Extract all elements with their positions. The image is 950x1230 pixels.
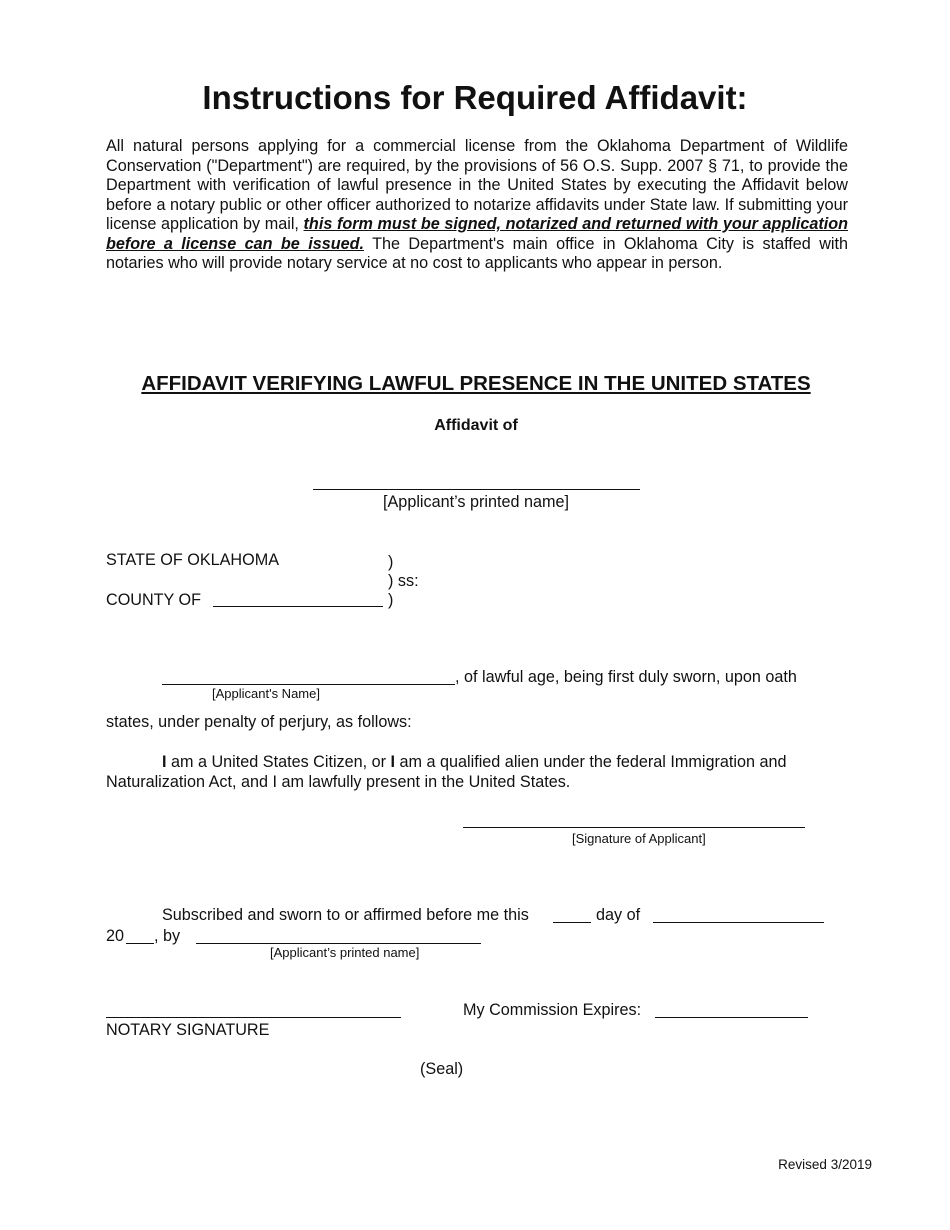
year-field[interactable] bbox=[126, 943, 154, 944]
intro-text-after: The Department's main office in Oklahoma City is staffed with notaries who will provide notary service at no cost to applicants who appear in person. bbox=[106, 234, 848, 272]
notary-signature-label: NOTARY SIGNATURE bbox=[106, 1021, 270, 1039]
notary-applicant-name-field[interactable] bbox=[196, 943, 481, 944]
county-label: COUNTY OF bbox=[106, 591, 202, 609]
page-title: Instructions for Required Affidavit: bbox=[202, 79, 748, 116]
subscribed-text: Subscribed and sworn to or affirmed before me this bbox=[162, 906, 529, 924]
statement-line-2: Naturalization Act, and I am lawfully present in the United States. bbox=[106, 773, 571, 791]
sworn-text: , of lawful age, being first duly sworn, upon oath bbox=[455, 668, 797, 686]
statement-i-1: I bbox=[162, 753, 167, 771]
statement-line-1 bbox=[162, 752, 786, 772]
day-of-text: day of bbox=[596, 906, 641, 924]
month-field[interactable] bbox=[653, 922, 824, 923]
statement-i-2: I bbox=[390, 753, 396, 771]
county-field[interactable] bbox=[213, 606, 383, 607]
intro-emphasis: this form must be signed, notarized and returned with your application before a license can be issued. bbox=[106, 215, 848, 253]
revised-date: Revised 3/2019 bbox=[778, 1157, 872, 1172]
by-text: , by bbox=[154, 927, 181, 945]
applicant-name-field[interactable] bbox=[162, 684, 455, 685]
affidavit-of-label: Affidavit of bbox=[434, 417, 518, 434]
applicant-name-label: [Applicant's Name] bbox=[212, 686, 320, 701]
statement-end: am a qualified alien under the federal Immigration and bbox=[395, 753, 787, 771]
notary-printed-name-label: [Applicant’s printed name] bbox=[270, 945, 420, 960]
day-field[interactable] bbox=[553, 922, 591, 923]
ss-label: ) ss: bbox=[388, 572, 419, 590]
applicant-printed-name-label: [Applicant’s printed name] bbox=[383, 493, 569, 511]
venue-paren-bottom: ) bbox=[388, 591, 394, 609]
applicant-printed-name-field[interactable] bbox=[313, 489, 640, 490]
statement-mid: am a United States Citizen, or bbox=[166, 753, 391, 771]
year-prefix: 20 bbox=[106, 927, 125, 945]
notary-signature-field[interactable] bbox=[106, 1017, 401, 1018]
intro-text-before: All natural persons applying for a commercial license from the Oklahoma Department of Wildlife Conservation ("Department") are required, by the provisions of 56 O.S. Supp. 2007 § 71, to provide the Department with verification of lawful presence in the United States by executing the Affidavit below before a notary public or other officer authorized to notarize affidavits under State law. If submitting your license application by mail, bbox=[106, 137, 848, 233]
applicant-signature-field[interactable] bbox=[463, 827, 805, 828]
commission-expires-field[interactable] bbox=[655, 1017, 808, 1018]
venue-paren-top: ) bbox=[388, 553, 394, 571]
applicant-signature-label: [Signature of Applicant] bbox=[572, 831, 706, 846]
commission-expires-label: My Commission Expires: bbox=[463, 1001, 642, 1019]
state-label: STATE OF OKLAHOMA bbox=[106, 551, 279, 569]
affidavit-heading: AFFIDAVIT VERIFYING LAWFUL PRESENCE IN THE UNITED STATES bbox=[141, 372, 811, 395]
seal-label: (Seal) bbox=[420, 1060, 464, 1078]
perjury-text: states, under penalty of perjury, as follows: bbox=[106, 713, 412, 731]
instructions-paragraph bbox=[106, 137, 848, 274]
